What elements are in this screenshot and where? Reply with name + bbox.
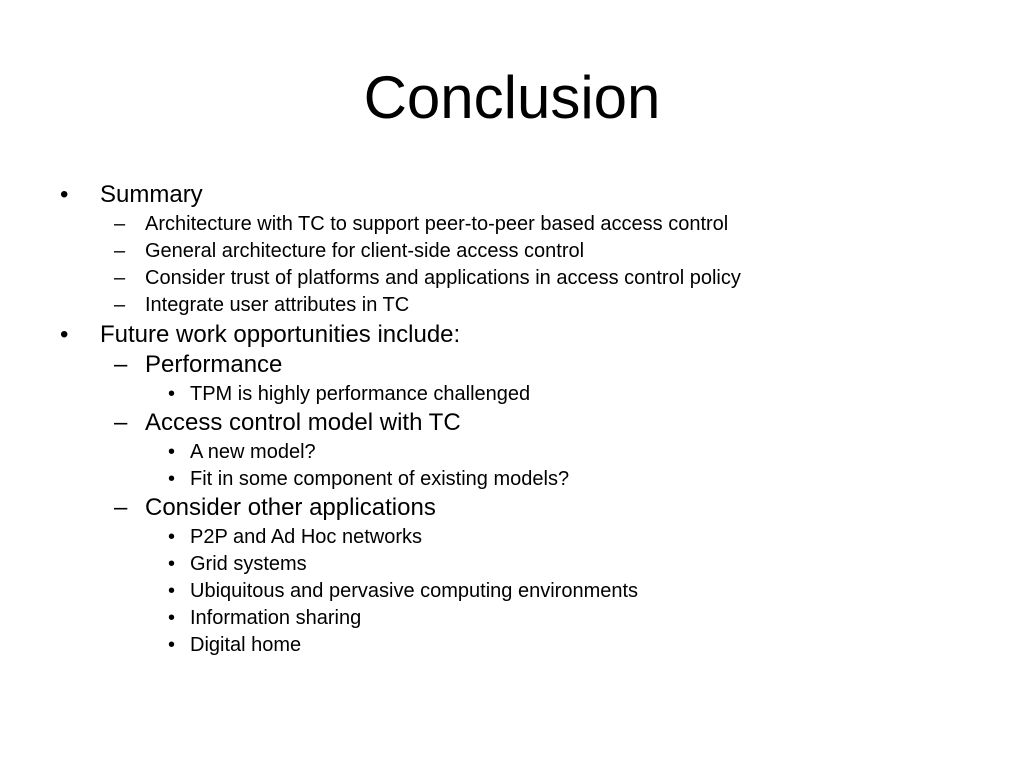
bullet-marker: • [60, 181, 69, 208]
future-group-item-text: P2P and Ad Hoc networks [190, 526, 422, 548]
future-group-item-text: Fit in some component of existing models? [190, 468, 570, 490]
dash-marker: – [114, 294, 126, 316]
summary-item-text: Architecture with TC to support peer-to-peer based access control [145, 213, 729, 235]
future-group-item-text: Digital home [190, 634, 302, 656]
bullet-marker: • [168, 634, 176, 656]
future-group-label: Performance [145, 351, 283, 378]
summary-item-text: General architecture for client-side access control [145, 240, 585, 262]
dash-marker: – [114, 409, 128, 436]
future-group-item-text: Ubiquitous and pervasive computing environments [190, 580, 639, 602]
future-group-item-text: Grid systems [190, 553, 307, 575]
bullet-marker: • [60, 321, 69, 348]
future-group-item-text: A new model? [190, 441, 316, 463]
slide-title: Conclusion [363, 64, 661, 131]
bullet-marker: • [168, 468, 176, 490]
bullet-marker: • [168, 580, 176, 602]
bullet-text: Future work opportunities include: [100, 321, 461, 348]
summary-item-text: Integrate user attributes in TC [145, 294, 410, 316]
dash-marker: – [114, 351, 128, 378]
bullet-marker: • [168, 441, 176, 463]
bullet-marker: • [168, 526, 176, 548]
bullet-text: Summary [100, 181, 203, 208]
future-group-label: Consider other applications [145, 494, 436, 521]
bullet-marker: • [168, 553, 176, 575]
bullet-marker: • [168, 383, 176, 405]
bullet-marker: • [168, 607, 176, 629]
dash-marker: – [114, 267, 126, 289]
future-group-label: Access control model with TC [145, 409, 461, 436]
dash-marker: – [114, 494, 128, 521]
dash-marker: – [114, 213, 126, 235]
future-group-item-text: TPM is highly performance challenged [190, 383, 531, 405]
future-group-item-text: Information sharing [190, 607, 362, 629]
dash-marker: – [114, 240, 126, 262]
summary-item-text: Consider trust of platforms and applications in access control policy [145, 267, 741, 289]
